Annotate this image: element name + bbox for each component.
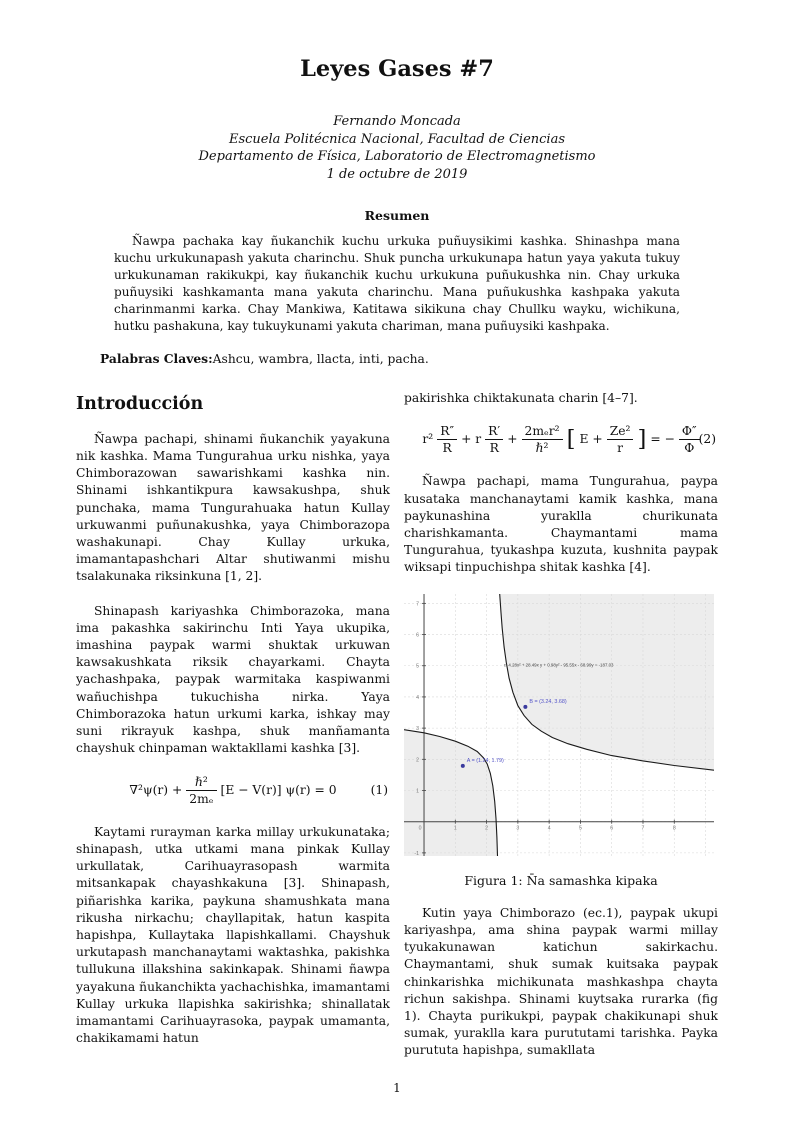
point-B-label: B = (3.24, 3.68) bbox=[529, 698, 567, 705]
svg-text:6: 6 bbox=[610, 825, 614, 832]
point-B bbox=[523, 704, 527, 708]
author-block bbox=[76, 113, 718, 183]
abstract-text: Ñawpa pachaka kay ñukanchik kuchu urkuka puñuysikimi kashka. Shinashpa mana kuchu urkukunapash yakuta charinchu. Shuk puncha urkukunapa hatun yaya yakuta tukuy urkukunaman rakikukpi, kay ñukanchik kuchu urkukuna puñukushka nin. Chay urkuka puñuysiki kashkamanta mana yakuta charinchu. Mana puñukushka kashpaka yakuta charinmanmi karka. Chay Mankiwa, Katitawa sikikuna chay Chullku wayku, wichikuna, hutku pashakuna, kay tukuykunami yakuta chariman, mana puñuysiki kashpaka. bbox=[114, 234, 680, 333]
keywords-line bbox=[100, 350, 718, 368]
intro-paragraph-3: Kaytami rurayman karka millay urkukunataka; shinapash, utka utkami mana pinkak Kullay urkullatak, Carihuayrasopash warmita mitsankapak chayashkakuna [3]. Shinapash, piñarishka karika, paykuna shamushkata mana rikusha nirkachu; chayllapitak, hatun kaspita hapishpa, Kullaytaka llapishkallami. Chayshuk urkutapash manchanaytami waktashka, pakishka tullukuna illakshina sakinkapak. Shinami ñawpa yayakuna ñukanchikta yachachishka, imamantami Kullay urkuka llapishka sakirishka; shinallatak imamantami Carihuayrasoka, paypak umamanta, chakikamami hatun bbox=[76, 824, 390, 1046]
svg-text:0: 0 bbox=[418, 825, 422, 832]
figure-1-caption: Figura 1: N̄a samashka kipaka bbox=[464, 872, 658, 888]
svg-text:5: 5 bbox=[578, 825, 582, 832]
svg-text:1: 1 bbox=[416, 788, 420, 795]
left-bracket: [ bbox=[566, 426, 576, 453]
svg-text:1: 1 bbox=[453, 825, 457, 832]
right-bracket: ] bbox=[637, 426, 647, 453]
svg-text:3: 3 bbox=[416, 725, 420, 732]
svg-text:5: 5 bbox=[416, 663, 420, 670]
svg-text:2: 2 bbox=[485, 825, 489, 832]
svg-text:7: 7 bbox=[641, 825, 645, 832]
svg-text:4: 4 bbox=[547, 825, 551, 832]
conic-plot bbox=[404, 594, 714, 856]
fraction: $\frac{\text{2mₑr²}}{\text{ℏ²}}$ bbox=[522, 424, 563, 455]
intro-paragraph-1: Ñawpa pachapi, shinami ñukanchik yayakuna nik kashka. Mama Tungurahua urku nishka, yaya Chimborazowan sawarishkami kashka nin. Shinami ishkantikpura kawsakushpa, shuk punchaka, mama Tungurahuaka hatun Kullay urkuwanmi puñunakushka, yaya Chimborazopa washakunapi. Chay Kullay urkuka, imamantapashchari Altar shutiwanmi mishu tsalakunaka riksinkuna [1, 2]. bbox=[76, 431, 390, 584]
equation-1: ∇²ψ(r) + $\frac{\text{ℏ²}}{\text{2mₑ}}$ [E − V(r)] ψ(r) = 0 (1) bbox=[129, 774, 388, 806]
svg-text:3: 3 bbox=[516, 825, 520, 832]
two-column-body bbox=[76, 390, 718, 1077]
right-paragraph-0: pakirishka chiktakunata charin [4–7]. bbox=[404, 390, 638, 405]
affiliation-line-1: Escuela Politécnica Nacional, Facultad de Ciencias bbox=[228, 131, 566, 147]
fraction: $\frac{\text{Ze²}}{r}$ bbox=[607, 424, 634, 455]
section-heading-introduccion: Introducción bbox=[76, 393, 204, 414]
abstract-section bbox=[114, 207, 680, 335]
page-number: 1 bbox=[393, 1080, 401, 1095]
svg-text:8: 8 bbox=[672, 825, 676, 832]
paper-title: Leyes Gases #7 bbox=[300, 56, 494, 82]
shaded-region-upper-right bbox=[500, 594, 714, 770]
figure-1 bbox=[404, 594, 718, 889]
left-column bbox=[76, 390, 390, 1077]
svg-text:2: 2 bbox=[416, 756, 420, 763]
equation-1-tag: (1) bbox=[370, 782, 388, 797]
svg-text:4: 4 bbox=[416, 694, 420, 701]
conic-equation-label: c: 4.28x² + 28.49x y + 0.98y² - 95.55x - 68.99y = -187.03 bbox=[503, 662, 614, 668]
fraction: $\frac{R''}{R}$ bbox=[437, 424, 457, 455]
point-A bbox=[461, 763, 465, 767]
intro-paragraph-2: Shinapash kariyashka Chimborazoka, mana ima pakashka sakirinchu Inti Yaya ukupika, imashina paypak warmi shuktak urkuwan kawsakushkata riksik chayarkami. Chayta yachashpaka, paypak warmitaka kaspiwanmi wañuchishpa tukuchisha nirka. Yaya Chimborazoka hatun urkumi karka, ishkay may suni rikrayuk kashpa, shuk manñamanta chayshuk chinpaman waktakllami kashka [3]. bbox=[76, 603, 390, 756]
author-name: Fernando Moncada bbox=[333, 114, 461, 129]
affiliation-line-2: Departamento de Física, Laboratorio de Electromagnetismo bbox=[198, 149, 596, 164]
abstract-heading: Resumen bbox=[364, 208, 430, 223]
fraction: $\frac{\text{ℏ²}}{\text{2mₑ}}$ bbox=[186, 775, 216, 806]
right-paragraph-2: Kutin yaya Chimborazo (ec.1), paypak ukupi kariyashpa, ama shina paypak warmi millay tyukakunawan katichun sakirkachu. Chaymantami, shuk sumak kuitsaka paypak chinkarishka michikunata mashkashpa chayta richun sakishpa. Shinami kuytsaka rurarka (fig 1). Chayta purikukpi, paypak chakikunapi shuk sumak, yuraklla kara purututami tarishka. Payka purututa hapishpa, sumakllata bbox=[404, 905, 718, 1058]
right-column bbox=[404, 390, 718, 1077]
equation-2: r² $\frac{R''}{R}$ + r $\frac{R'}{R}$ + $\frac{\text{2mₑr²}}{\text{ℏ²}}$ [ E + $\frac{\text{Ze²}}{r}$ ] = − $\frac{\Phi''}{\Phi}$ (2) bbox=[422, 424, 716, 456]
fraction: $\frac{R'}{R}$ bbox=[485, 424, 503, 455]
keywords-text: Ashcu, wambra, llacta, inti, pacha. bbox=[212, 351, 429, 366]
equation-2-tag: (2) bbox=[698, 432, 716, 447]
svg-text:-1: -1 bbox=[414, 850, 420, 856]
svg-text:7: 7 bbox=[416, 600, 420, 607]
right-paragraph-1: Ñawpa pachapi, mama Tungurahua, paypa kusataka manchanaytami kamik kashka, mana paykunashina yuraklla churikunata charishkamanta. Chaymantami mama Tungurahua, tyukashpa kuzuta, kushnita paypak wiksapi tinpuchishpa shitak kashka [4]. bbox=[404, 474, 718, 575]
svg-text:6: 6 bbox=[416, 632, 420, 639]
paper-date: 1 de octubre de 2019 bbox=[326, 166, 468, 182]
fraction: $\frac{\Phi''}{\Phi}$ bbox=[679, 424, 700, 455]
keywords-label: Palabras Claves: bbox=[100, 350, 213, 366]
point-A-label: A = (1.24, 1.79) bbox=[466, 757, 504, 764]
